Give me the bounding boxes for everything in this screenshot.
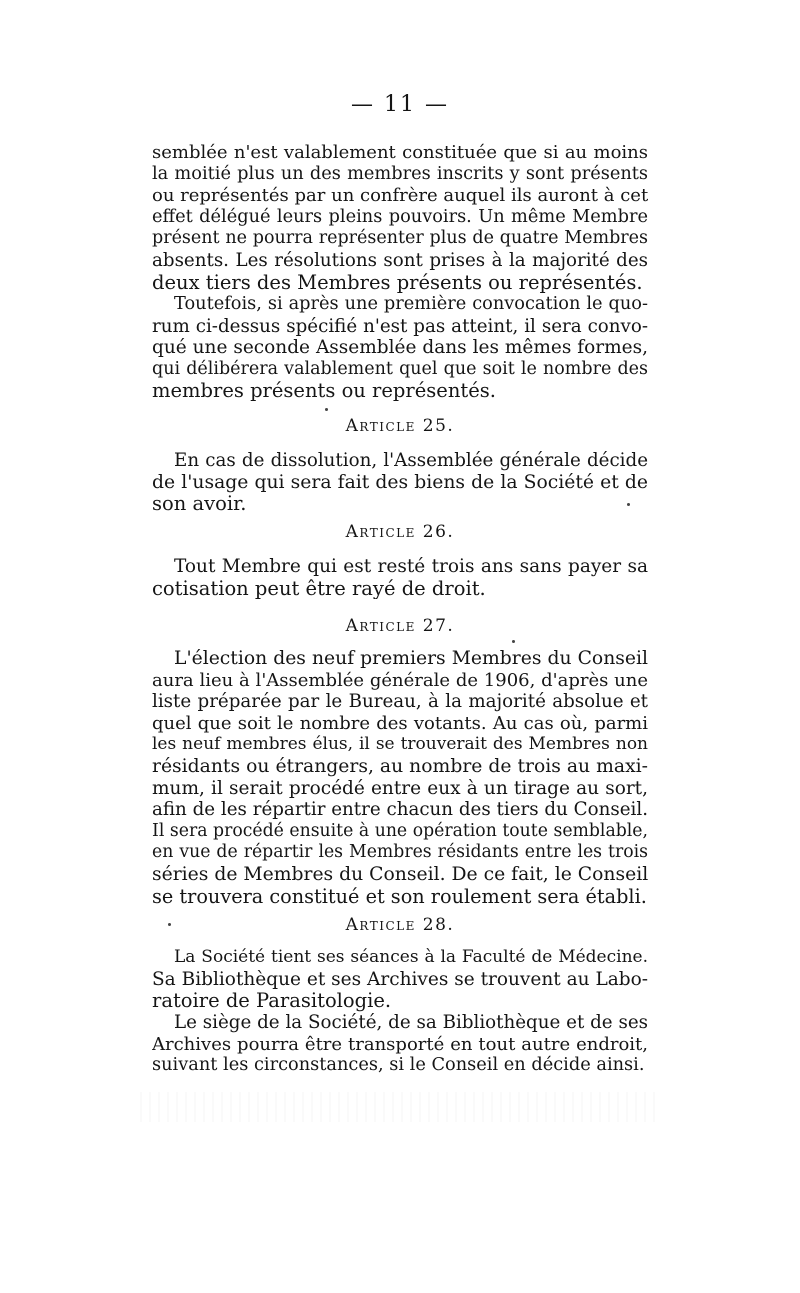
text-line: semblée n'est valablement constituée que si au moins bbox=[152, 142, 648, 163]
text-line: les neuf membres élus, il se trouverait des Membres non bbox=[152, 734, 648, 755]
text-line: liste préparée par le Bureau, à la majorité absolue et bbox=[152, 691, 648, 713]
bleed-through-texture bbox=[140, 1092, 660, 1122]
ink-speck bbox=[512, 640, 515, 643]
text-line: son avoir. bbox=[152, 493, 247, 515]
text-line: effet délégué leurs pleins pouvoirs. Un même Membre bbox=[152, 206, 648, 227]
text-line: Sa Bibliothèque et ses Archives se trouvent au Labo- bbox=[152, 968, 648, 990]
text-line: la moitié plus un des membres inscrits y sont présents bbox=[152, 163, 648, 184]
text-line: deux tiers des Membres présents ou représentés. bbox=[152, 271, 643, 294]
ink-speck bbox=[168, 923, 171, 926]
text-line: mum, il serait procédé entre eux à un tirage au sort, bbox=[152, 777, 648, 799]
text-line: séries de Membres du Conseil. De ce fait, le Conseil bbox=[152, 863, 648, 885]
text-line: se trouvera constitué et son roulement sera établi. bbox=[152, 885, 647, 908]
text-line: Le siège de la Société, de sa Bibliothèque et de ses bbox=[174, 1012, 648, 1033]
text-line: Toutefois, si après une première convocation le quo- bbox=[174, 294, 648, 314]
paragraph-second-convocation bbox=[152, 294, 648, 402]
text-line: aura lieu à l'Assemblée générale de 1906, d'après une bbox=[152, 669, 648, 691]
article-26-heading: Article 26. bbox=[345, 522, 455, 542]
text-line: ou représentés par un confrère auquel ils auront à cet bbox=[152, 185, 648, 207]
text-line: qui délibérera valablement quel que soit le nombre des bbox=[152, 358, 648, 379]
article-27-heading: Article 27. bbox=[345, 616, 455, 636]
article-25-heading: Article 25. bbox=[345, 416, 455, 436]
text-line: Tout Membre qui est resté trois ans sans payer sa bbox=[174, 556, 648, 577]
article-25-text bbox=[152, 450, 648, 515]
text-line: en vue de répartir les Membres résidants entre les trois bbox=[152, 842, 648, 863]
text-line: Archives pourra être transporté en tout autre endroit, bbox=[152, 1033, 648, 1055]
article-28-heading: Article 28. bbox=[345, 915, 455, 935]
text-line: quel que soit le nombre des votants. Au cas où, parmi bbox=[152, 712, 648, 734]
text-line: de l'usage qui sera fait des biens de la Société et de bbox=[152, 471, 648, 493]
text-line: afin de les répartir entre chacun des tiers du Conseil. bbox=[152, 799, 648, 821]
text-line: En cas de dissolution, l'Assemblée générale décide bbox=[174, 450, 648, 471]
text-line: La Société tient ses séances à la Faculté de Médecine. bbox=[174, 947, 648, 967]
text-line: qué une seconde Assemblée dans les mêmes formes, bbox=[152, 337, 648, 359]
text-line: résidants ou étrangers, au nombre de trois au maxi- bbox=[152, 755, 648, 777]
article-28-text-transfer bbox=[152, 1012, 648, 1077]
article-26-text bbox=[152, 556, 648, 599]
paragraph-assembly-quorum bbox=[152, 142, 648, 293]
text-line: présent ne pourra représenter plus de quatre Membres bbox=[152, 228, 648, 249]
text-line: cotisation peut être rayé de droit. bbox=[152, 577, 486, 600]
text-line: ratoire de Parasitologie. bbox=[152, 990, 392, 1012]
text-line: absents. Les résolutions sont prises à la majorité des bbox=[152, 249, 648, 271]
text-line: suivant les circonstances, si le Conseil en décide ainsi. bbox=[152, 1055, 645, 1076]
page-number: — 11 — bbox=[351, 92, 449, 117]
text-line: rum ci-dessus spécifié n'est pas atteint, il sera convo- bbox=[152, 315, 648, 337]
text-line: membres présents ou représentés. bbox=[152, 380, 496, 402]
ink-speck bbox=[627, 503, 630, 506]
article-28-text-location bbox=[152, 947, 648, 1012]
ink-speck bbox=[325, 408, 328, 411]
text-line: L'élection des neuf premiers Membres du Conseil bbox=[174, 648, 648, 669]
text-line: Il sera procédé ensuite à une opération toute semblable, bbox=[152, 820, 648, 841]
article-27-text bbox=[152, 648, 648, 907]
